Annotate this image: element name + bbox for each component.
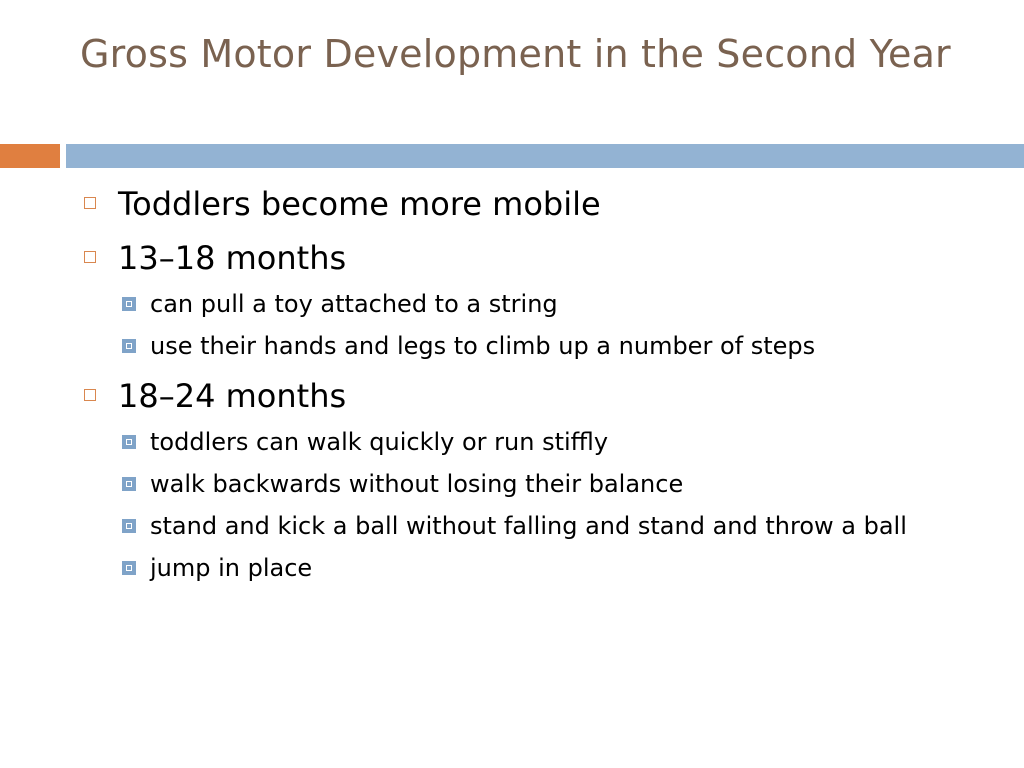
sub-bullet-item <box>122 468 950 500</box>
bullet-item <box>84 234 984 282</box>
sub-bullet-text: stand and kick a ball without falling and stand and throw a ball <box>150 512 907 540</box>
sub-bullet-text: toddlers can walk quickly or run stiffly <box>150 428 609 456</box>
hollow-square-bullet-icon <box>84 197 96 209</box>
sub-bullet-text: walk backwards without losing their balance <box>150 470 684 498</box>
framed-square-bullet-icon <box>122 297 136 311</box>
bullet-item <box>84 372 984 420</box>
hollow-square-bullet-icon <box>84 251 96 263</box>
accent-bar-orange <box>0 144 60 168</box>
slide-title: Gross Motor Development in the Second Year <box>80 32 951 76</box>
framed-square-bullet-icon <box>122 435 136 449</box>
bullet-text: 18–24 months <box>118 377 347 415</box>
framed-square-bullet-icon <box>122 477 136 491</box>
framed-square-bullet-icon <box>122 519 136 533</box>
framed-square-bullet-icon <box>122 339 136 353</box>
bullet-item <box>84 180 984 228</box>
hollow-square-bullet-icon <box>84 389 96 401</box>
slide-body <box>84 180 984 594</box>
sub-bullet-item <box>122 426 950 458</box>
sub-bullet-item <box>122 330 950 362</box>
sub-bullet-item <box>122 288 950 320</box>
bullet-text: Toddlers become more mobile <box>118 185 601 223</box>
sub-bullet-text: jump in place <box>150 554 313 582</box>
sub-bullet-text: use their hands and legs to climb up a number of steps <box>150 332 816 360</box>
accent-bar-blue <box>66 144 1024 168</box>
sub-bullet-item <box>122 510 950 542</box>
sub-bullet-text: can pull a toy attached to a string <box>150 290 558 318</box>
sub-bullet-item <box>122 552 950 584</box>
framed-square-bullet-icon <box>122 561 136 575</box>
bullet-text: 13–18 months <box>118 239 347 277</box>
